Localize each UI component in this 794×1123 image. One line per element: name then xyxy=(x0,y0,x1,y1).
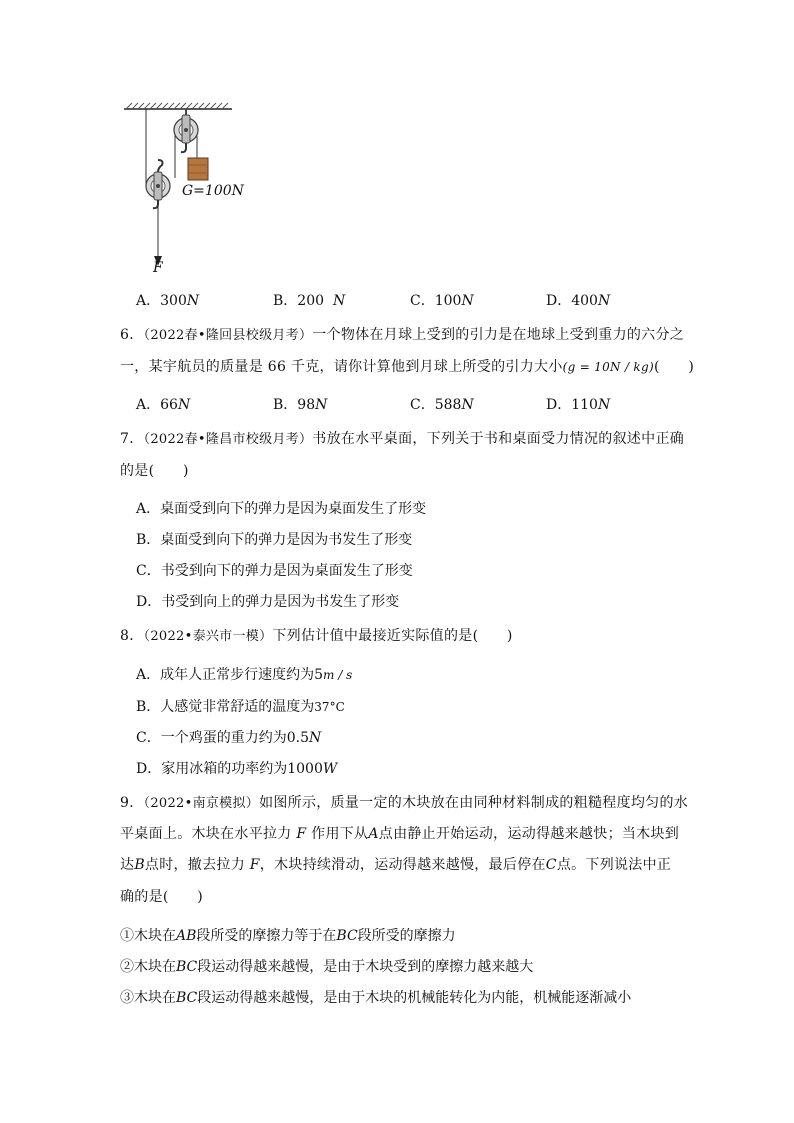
option-value: 1000 xyxy=(287,761,323,777)
option-unit: m / s xyxy=(323,668,353,682)
answer-paren: ( ) xyxy=(653,359,695,375)
option-value: 110 xyxy=(571,397,598,413)
q6-option-c[interactable] xyxy=(410,394,474,414)
option-letter: D． xyxy=(546,397,572,413)
option-text: C．一个鸡蛋的重力约为 xyxy=(136,730,287,746)
option-value: 400 xyxy=(571,293,598,309)
option-value: 300 xyxy=(160,293,187,309)
symbol-C: C xyxy=(545,857,557,873)
symbol-B: B xyxy=(134,857,145,873)
question-text: 下列估计值中最接近实际值的是( ) xyxy=(272,628,513,644)
weight-label: G=100N xyxy=(182,183,244,199)
question-number: 6． xyxy=(120,327,144,343)
q5-option-a[interactable] xyxy=(136,290,199,310)
option-letter: C． xyxy=(410,397,435,413)
q9-statement-1: ①木块在AB段所受的摩擦力等于在BC段所受的摩擦力 xyxy=(120,928,456,944)
question-text: 点由静止开始运动，运动得越来越快；当木块到 xyxy=(378,826,680,842)
option-value: 0.5 xyxy=(286,730,309,746)
q7-stem-line2 xyxy=(120,460,189,480)
symbol-A: A xyxy=(368,826,379,842)
q7-stem-line1 xyxy=(120,428,684,448)
option-value: 200 xyxy=(297,293,325,309)
option-text: D．家用冰箱的功率约为 xyxy=(136,761,288,777)
q7-option-a[interactable]: A．桌面受到向下的弹力是因为桌面发生了形变 xyxy=(136,501,427,517)
question-number: 7． xyxy=(120,431,144,447)
question-text: 书放在水平桌面，下列关于书和桌面受力情况的叙述中正确 xyxy=(312,431,685,447)
question-source: （2022春•隆昌市校级月考） xyxy=(143,432,313,447)
option-letter: A． xyxy=(136,293,161,309)
option-value: 588 xyxy=(434,397,462,413)
question-text: ，木块持续滑动，运动得越来越慢，最后停在 xyxy=(259,857,546,873)
option-value: 98 xyxy=(297,397,316,413)
option-text: B．人感觉非常舒适的温度为 xyxy=(136,699,315,715)
option-unit: N xyxy=(332,293,346,309)
option-text: A．成年人正常步行速度约为 xyxy=(136,667,315,683)
option-unit: W xyxy=(322,761,338,777)
q5-option-b[interactable] xyxy=(273,290,345,310)
option-letter: D． xyxy=(546,293,572,309)
question-text: 平桌面上。木块在水平拉力 xyxy=(120,826,292,842)
q9-statement-3: ③木块在BC段运动得越来越慢，是由于木块的机械能转化为内能，机械能逐渐减小 xyxy=(120,990,632,1006)
q6-option-b[interactable] xyxy=(273,394,327,414)
q9-statement-2: ②木块在BC段运动得越来越慢，是由于木块受到的摩擦力越来越大 xyxy=(120,959,534,975)
question-text: 如图所示，质量一定的木块放在由同种材料制成的粗糙程度均匀的水 xyxy=(259,795,689,811)
option-letter: B． xyxy=(273,293,298,309)
q6-stem-line2 xyxy=(120,356,694,376)
question-text: 点时，撤去拉力 xyxy=(144,857,246,873)
question-text: 一，某宇航员的质量是 66 千克，请你计算他到月球上所受的引力大小 xyxy=(120,359,563,375)
question-number: 9． xyxy=(120,795,144,811)
q7-option-c[interactable]: C．书受到向下的弹力是因为桌面发生了形变 xyxy=(136,563,413,579)
q6-option-d[interactable] xyxy=(546,394,610,414)
question-text: 的是( ) xyxy=(120,463,189,479)
force-label: F xyxy=(153,260,163,276)
option-unit: N xyxy=(597,397,611,413)
option-unit: N xyxy=(186,293,200,309)
q9-stem-line2 xyxy=(120,823,679,843)
q8-option-d[interactable] xyxy=(136,758,337,778)
option-unit: N xyxy=(308,730,322,746)
option-unit: N xyxy=(177,397,191,413)
q8-option-c[interactable] xyxy=(136,727,321,747)
question-source: （2022•南京模拟） xyxy=(143,796,260,811)
q6-stem-line1 xyxy=(120,324,684,344)
option-unit: N xyxy=(597,293,611,309)
option-unit: N xyxy=(461,293,474,309)
q9-stem-line1 xyxy=(120,792,688,812)
q8-option-a[interactable] xyxy=(136,664,352,684)
option-unit: N xyxy=(461,397,474,413)
q8-option-b[interactable] xyxy=(136,696,345,716)
q8-stem xyxy=(120,625,513,645)
q5-option-c[interactable] xyxy=(410,290,474,310)
q9-stem-line4 xyxy=(120,886,203,906)
question-text: 作用下从 xyxy=(311,826,369,842)
question-text: 确的是( ) xyxy=(120,889,204,905)
symbol-F: F xyxy=(296,826,307,842)
option-value: 37°C xyxy=(314,700,345,714)
option-value: 66 xyxy=(160,397,178,413)
q5-option-d[interactable] xyxy=(546,290,610,310)
option-letter: B． xyxy=(273,397,298,413)
q9-stem-line3 xyxy=(120,854,671,874)
option-value: 5 xyxy=(314,667,324,683)
option-letter: C． xyxy=(410,293,435,309)
question-text: 点。下列说法中正 xyxy=(556,857,672,873)
question-text: 达 xyxy=(120,857,135,873)
symbol-F: F xyxy=(249,857,260,873)
question-text: 一个物体在月球上受到的引力是在地球上受到重力的六分之 xyxy=(312,327,685,343)
question-source: （2022•泰兴市一模） xyxy=(143,629,273,644)
option-value: 100 xyxy=(434,293,462,309)
q7-option-d[interactable]: D．书受到向上的弹力是因为书发生了形变 xyxy=(136,594,400,610)
question-number: 8． xyxy=(120,628,144,644)
formula: (g = 10N / kg) xyxy=(562,360,654,374)
q7-option-b[interactable]: B．桌面受到向下的弹力是因为书发生了形变 xyxy=(136,532,413,548)
question-source: （2022春•隆回县校级月考） xyxy=(143,328,313,343)
option-unit: N xyxy=(315,397,328,413)
q6-option-a[interactable] xyxy=(136,394,190,414)
option-letter: A． xyxy=(136,397,161,413)
